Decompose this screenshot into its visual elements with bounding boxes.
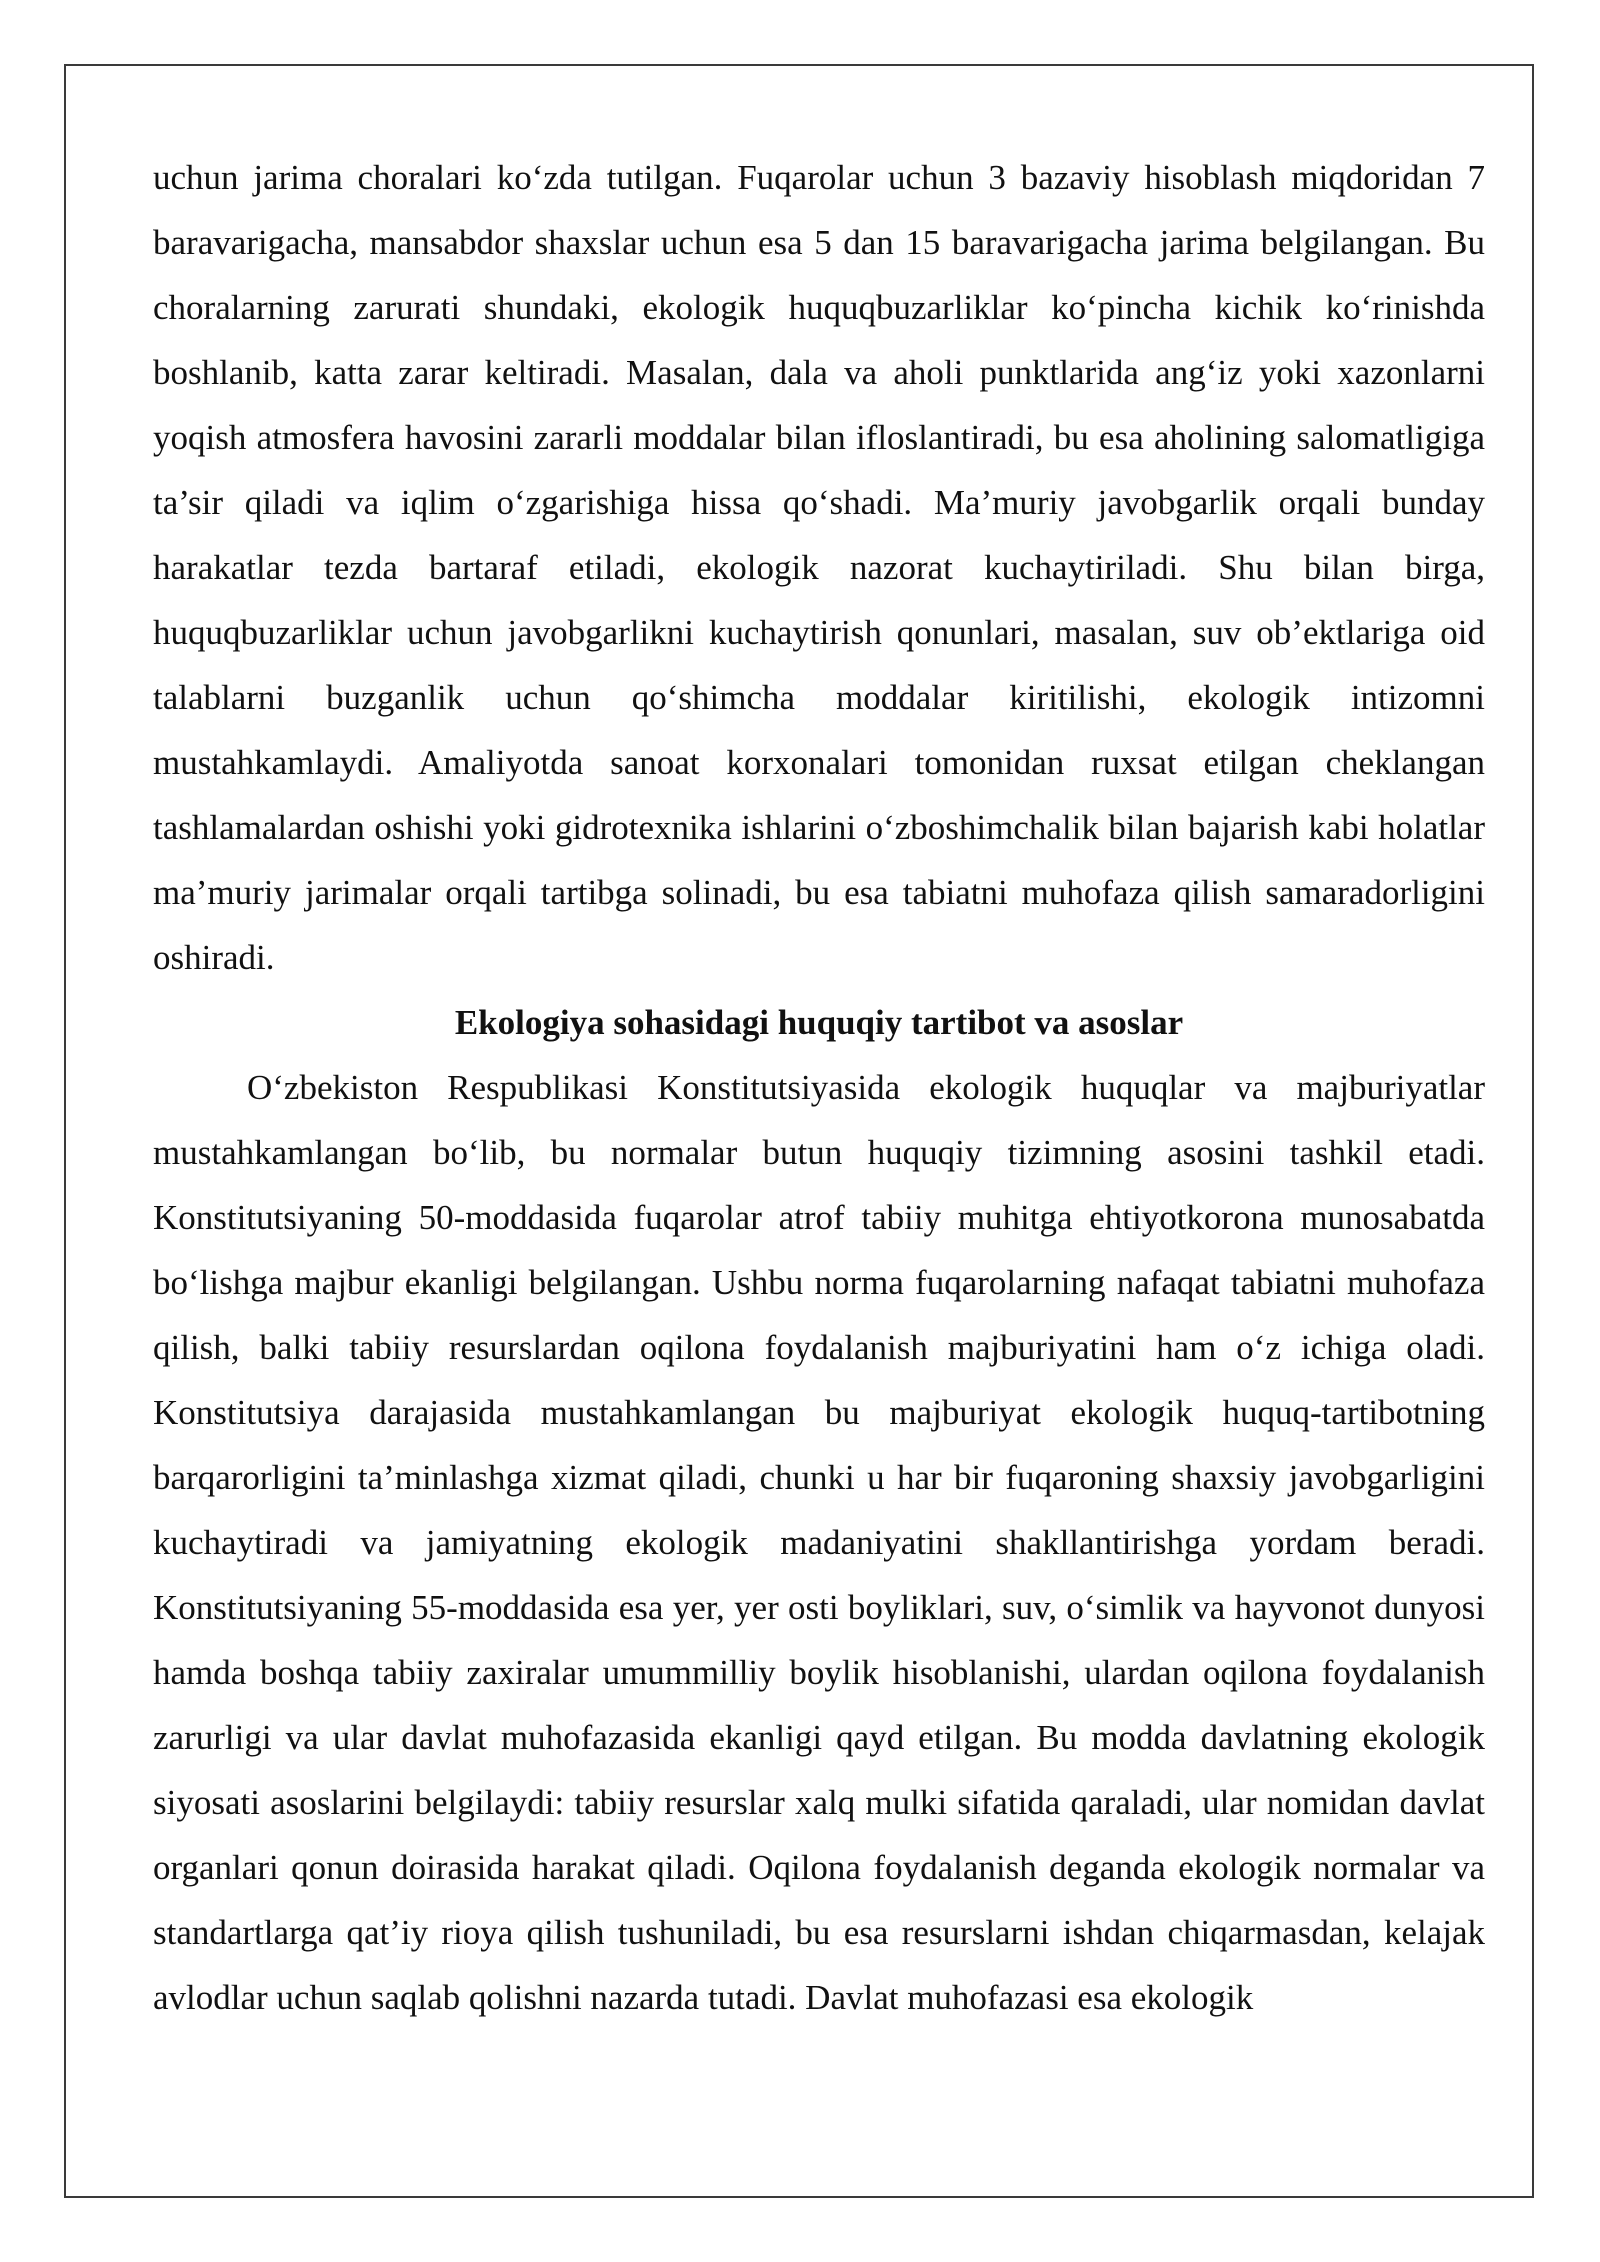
body-paragraph-1: uchun jarima choralari ko‘zda tutilgan. Fuqarolar uchun 3 bazaviy hisoblash miqdoridan 7 baravarigacha, mansabdor shaxslar uchun esa 5 dan 15 baravarigacha jarima belgilangan. Bu choralarning zarurati shundaki, ekologik huquqbuzarliklar ko‘pincha kichik ko‘rinishda boshlanib, katta zarar keltiradi. Masalan, dala va aholi punktlarida ang‘iz yoki xazonlarni yoqish atmosfera havosini zararli moddalar bilan ifloslantiradi, bu esa aholining salomatligiga ta’sir qiladi va iqlim o‘zgarishiga hissa qo‘shadi. Ma’muriy javobgarlik orqali bunday harakatlar tezda bartaraf etiladi, ekologik nazorat kuchaytiriladi. Shu bilan birga, huquqbuzarliklar uchun javobgarlikni kuchaytirish qonunlari, masalan, suv ob’ektlariga oid talablarni buzganlik uchun qo‘shimcha moddalar kiritilishi, ekologik intizomni mustahkamlaydi. Amaliyotda sanoat korxonalari tomonidan ruxsat etilgan cheklangan tashlamalardan oshishi yoki gidrotexnika ishlarini o‘zboshimchalik bilan bajarish kabi holatlar ma’muriy jarimalar orqali tartibga solinadi, bu esa tabiatni muhofaza qilish samaradorligini oshiradi. [153,158,1485,977]
body-paragraph-2: O‘zbekiston Respublikasi Konstitutsiyasida ekologik huquqlar va majburiyatlar mustahkamlangan bo‘lib, bu normalar butun huquqiy tizimning asosini tashkil etadi. Konstitutsiyaning 50-moddasida fuqarolar atrof tabiiy muhitga ehtiyotkorona munosabatda bo‘lishga majbur ekanligi belgilangan. Ushbu norma fuqarolarning nafaqat tabiatni muhofaza qilish, balki tabiiy resurslardan oqilona foydalanish majburiyatini ham o‘z ichiga oladi. Konstitutsiya darajasida mustahkamlangan bu majburiyat ekologik huquq-tartibotning barqarorligini ta’minlashga xizmat qiladi, chunki u har bir fuqaroning shaxsiy javobgarligini kuchaytiradi va jamiyatning ekologik madaniyatini shakllantirishga yordam beradi. Konstitutsiyaning 55-moddasida esa yer, yer osti boyliklari, suv, o‘simlik va hayvonot dunyosi hamda boshqa tabiiy zaxiralar umummilliy boylik hisoblanishi, ulardan oqilona foydalanish zarurligi va ular davlat muhofazasida ekanligi qayd etilgan. Bu modda davlatning ekologik siyosati asoslarini belgilaydi: tabiiy resurslar xalq mulki sifatida qaraladi, ular nomidan davlat organlari qonun doirasida harakat qiladi. Oqilona foydalanish deganda ekologik normalar va standartlarga qat’iy rioya qilish tushuniladi, bu esa resurslarni ishdan chiqarmasdan, kelajak avlodlar uchun saqlab qolishni nazarda tutadi. Davlat muhofazasi esa ekologik [153,1068,1485,2017]
section-heading: Ekologiya sohasidagi huquqiy tartibot va asoslar [454,1003,1184,1042]
document-body [153,145,1485,2030]
